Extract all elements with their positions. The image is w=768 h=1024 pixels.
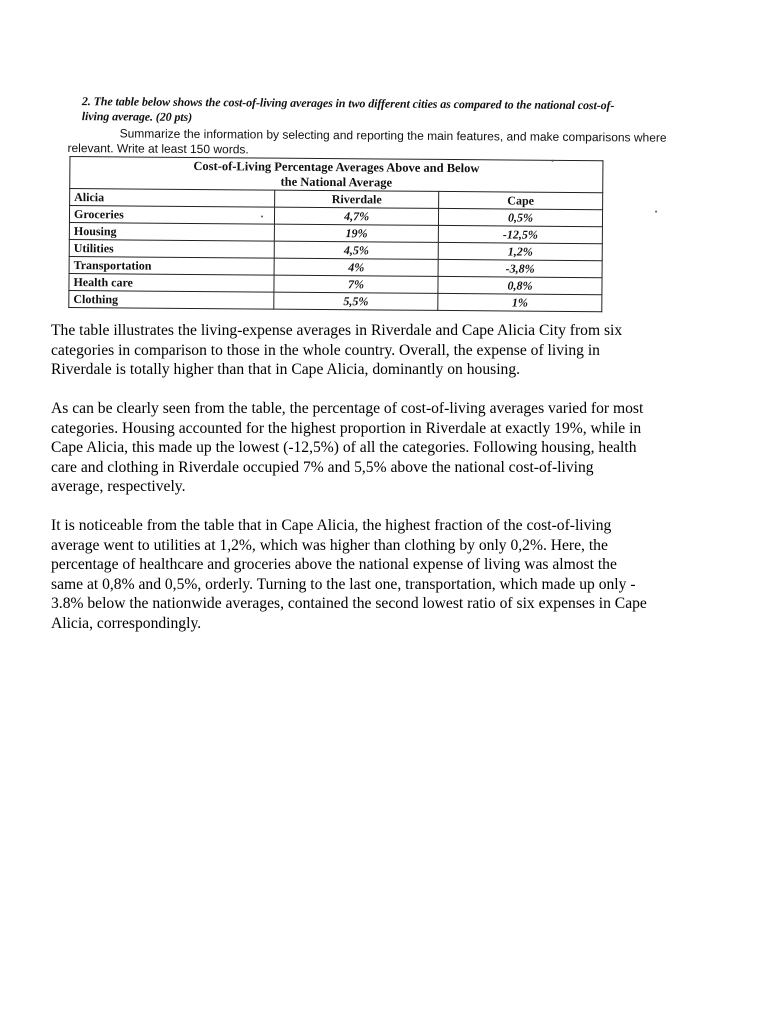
- essay-line: 3.8% below the nationwide averages, contained the second lowest ratio of six expenses in Cape: [51, 595, 647, 612]
- row-riverdale-value: 4%: [274, 258, 438, 276]
- row-riverdale-value: 19%: [274, 224, 438, 242]
- essay-line: As can be clearly seen from the table, the percentage of cost-of-living averages varied for most: [51, 400, 644, 417]
- row-category: Groceries: [69, 206, 274, 225]
- row-category: Utilities: [69, 240, 274, 259]
- essay-line: Alicia, correspondingly.: [51, 614, 202, 632]
- table-title-line-2: the National Average: [280, 174, 393, 190]
- essay-line: average, respectively.: [51, 478, 186, 495]
- header-cape: Cape: [439, 191, 603, 209]
- scan-speck: [261, 216, 263, 218]
- header-riverdale: Riverdale: [275, 190, 439, 208]
- header-category: Alicia: [70, 189, 275, 208]
- cost-of-living-table: [68, 156, 603, 312]
- row-category: Housing: [69, 223, 274, 242]
- row-riverdale-value: 7%: [274, 275, 438, 293]
- row-category: Health care: [69, 274, 274, 293]
- essay-line: The table illustrates the living-expense averages in Riverdale and Cape Alicia City from six: [51, 322, 623, 339]
- question-prompt-line-1: 2. The table below shows the cost-of-living averages in two different cities as compared to the national cost-of-: [81, 94, 615, 113]
- essay-line: care and clothing in Riverdale occupied 7% and 5,5% above the national cost-of-living: [51, 458, 594, 476]
- essay-line: average went to utilities at 1,2%, which was higher than clothing by only 0,2%. Here, the: [51, 536, 608, 554]
- row-cape-value: -12,5%: [438, 225, 602, 243]
- essay-paragraph-2: [51, 399, 691, 497]
- question-prompt-line-2: living average. (20 pts): [81, 109, 193, 124]
- row-riverdale-value: 4,5%: [274, 241, 438, 259]
- instructions-line-2: relevant. Write at least 150 words.: [67, 140, 249, 157]
- essay-paragraph-1: [51, 321, 691, 380]
- row-cape-value: 0,8%: [438, 276, 602, 294]
- instructions-line-1: Summarize the information by selecting and reporting the main features, and make comparisons where: [119, 126, 667, 145]
- row-cape-value: 0,5%: [439, 208, 603, 226]
- table-title: [70, 157, 603, 193]
- row-riverdale-value: 4,7%: [275, 207, 439, 225]
- essay-line: It is noticeable from the table that in Cape Alicia, the highest fraction of the cost-of-living: [51, 517, 612, 534]
- row-cape-value: 1,2%: [438, 242, 602, 260]
- essay-line: Cape Alicia, this made up the lowest (-12,5%) of all the categories. Following housing, health: [51, 439, 637, 456]
- table-title-row: [70, 157, 603, 193]
- essay-paragraph-3: [51, 516, 691, 633]
- row-cape-value: 1%: [438, 293, 602, 311]
- row-category: Clothing: [69, 291, 274, 310]
- essay-line: percentage of healthcare and groceries above the national expense of living was almost the: [51, 556, 617, 573]
- scan-speck: [551, 160, 553, 162]
- essay-line: categories in comparison to those in the whole country. Overall, the expense of living in: [51, 341, 600, 359]
- essay-body: [51, 321, 691, 653]
- row-category: Transportation: [69, 257, 274, 276]
- row-cape-value: -3,8%: [438, 259, 602, 277]
- essay-line: same at 0,8% and 0,5%, orderly. Turning to the last one, transportation, which made up only -: [51, 575, 636, 593]
- table-title-line-1: Cost-of-Living Percentage Averages Above and Below: [193, 158, 480, 176]
- scanned-question-image: [66, 90, 716, 317]
- table-row: [69, 291, 602, 312]
- row-riverdale-value: 5,5%: [274, 292, 438, 310]
- scan-speck: [655, 211, 657, 213]
- essay-line: categories. Housing accounted for the highest proportion in Riverdale at exactly 19%, while in: [51, 419, 642, 437]
- essay-line: Riverdale is totally higher than that in Cape Alicia, dominantly on housing.: [51, 361, 521, 378]
